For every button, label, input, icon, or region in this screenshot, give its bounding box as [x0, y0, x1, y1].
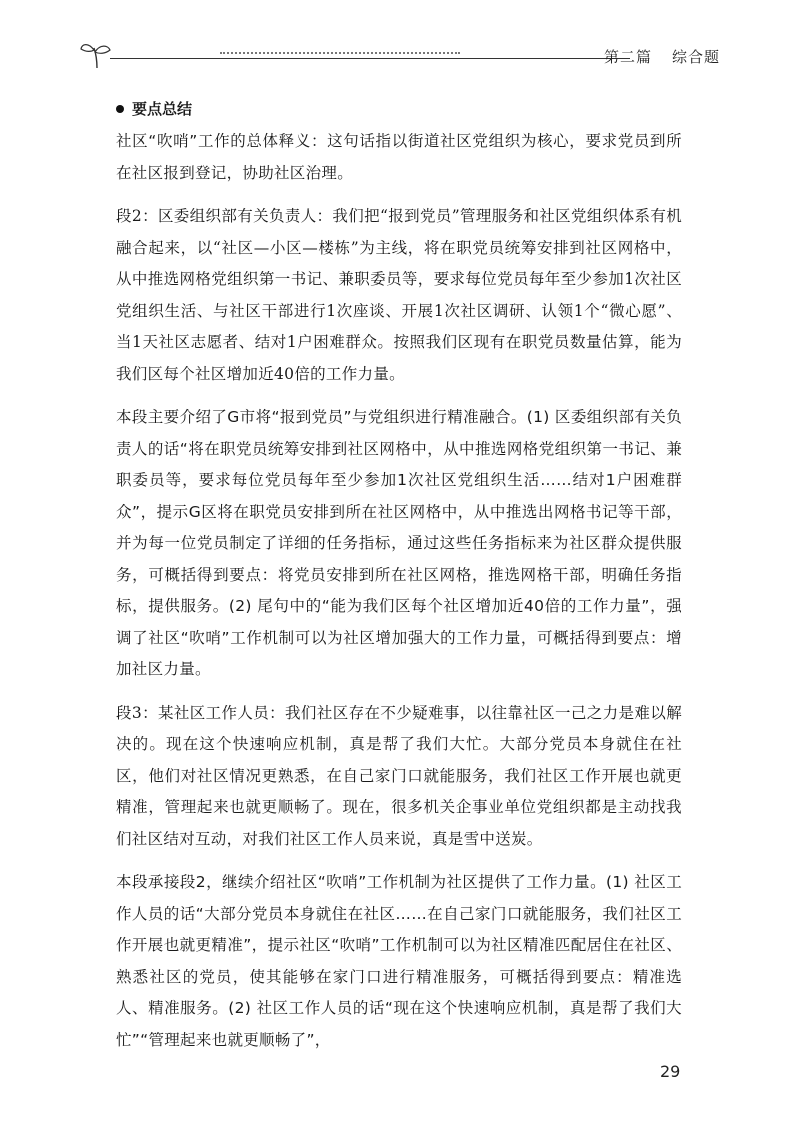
bullet-icon	[116, 105, 124, 113]
section-heading	[116, 98, 682, 120]
header-title: 综合题	[671, 48, 720, 66]
page-content	[116, 98, 682, 1068]
paragraph-definition: 社区“吹哨”工作的总体释义：这句话指以街道社区党组织为核心，要求党员到所在社区报到登记，协助社区治理。	[116, 132, 682, 182]
page-number: 29	[660, 1062, 681, 1081]
header-part: 第二篇	[603, 48, 652, 66]
header-dotted-line	[220, 52, 460, 54]
sprout-icon	[80, 40, 114, 70]
section-title-text: 要点总结	[132, 100, 193, 118]
paragraph-analysis-2: 本段主要介绍了G市将“报到党员”与党组织进行精准融合。(1) 区委组织部有关负责人的话“将在职党员统筹安排到社区网格中，从中推选网格党组织第一书记、兼职委员等，要求每位党员每年至少参加1次社区党组织生活……结对1户困难群众”，提示G区将在职党员安排到所在社区网格中，从中推选出网格书记等干部，并为每一位党员制定了详细的任务指标，通过这些任务指标来为社区群众提供服务，可概括得到要点：将党员安排到所在社区网格，推选网格干部，明确任务指标，提供服务。(2) 尾句中的“能为我们区每个社区增加近40倍的工作力量”，强调了社区“吹哨”工作机制可以为社区增加强大的工作力量，可概括得到要点：增加社区力量。	[116, 408, 682, 678]
header-rule	[110, 58, 630, 59]
paragraph-source-3: 段3：某社区工作人员：我们社区存在不少疑难事，以往靠社区一己之力是难以解决的。现在这个快速响应机制，真是帮了我们大忙。大部分党员本身就住在社区，他们对社区情况更熟悉，在自己家门口就能服务，我们社区工作开展也就更精准，管理起来也就更顺畅了。现在，很多机关企事业单位党组织都是主动找我们社区结对互动，对我们社区工作人员来说，真是雪中送炭。	[116, 703, 682, 848]
header-chapter	[604, 46, 720, 67]
page-header	[80, 40, 720, 72]
paragraph-source-2: 段2：区委组织部有关负责人：我们把“报到党员”管理服务和社区党组织体系有机融合起来，以“社区—小区—楼栋”为主线，将在职党员统筹安排到社区网格中，从中推选网格党组织第一书记、兼职委员等，要求每位党员每年至少参加1次社区党组织生活、与社区干部进行1次座谈、开展1次社区调研、认领1个“微心愿”、当1天社区志愿者、结对1户困难群众。按照我们区现有在职党员数量估算，能为我们区每个社区增加近40倍的工作力量。	[116, 207, 682, 383]
paragraph-analysis-3: 本段承接段2，继续介绍社区“吹哨”工作机制为社区提供了工作力量。(1) 社区工作人员的话“大部分党员本身就住在社区……在自己家门口就能服务，我们社区工作开展也就更精准”，提示社区“吹哨”工作机制可以为社区精准匹配居住在社区、熟悉社区的党员，使其能够在家门口进行精准服务，可概括得到要点：精准选人、精准服务。(2) 社区工作人员的话“现在这个快速响应机制，真是帮了我们大忙”“管理起来也就更顺畅了”，	[116, 873, 682, 1049]
